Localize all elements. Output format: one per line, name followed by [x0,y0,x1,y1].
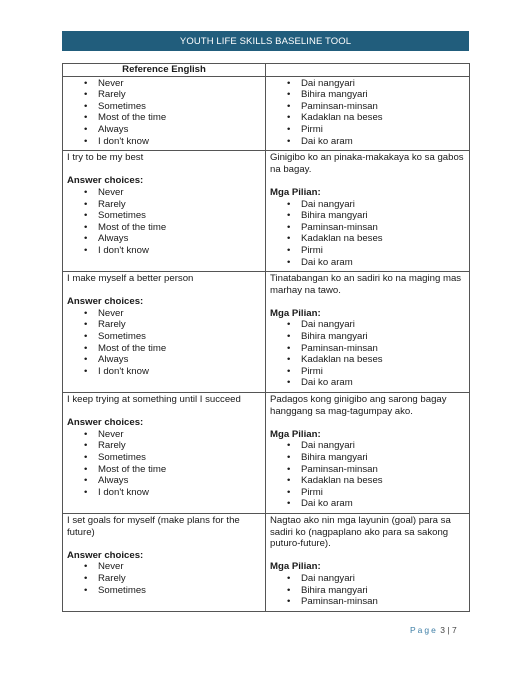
translation-question: Nagtao ako nin mga layunin (goal) para sa sadiri ko (nagpaplano ako para sa sakong puturo-future). [270,514,451,550]
choice-item: • Dai ko aram [270,136,465,148]
choice-item: • Most of the time [67,464,261,476]
choice-item: • Paminsan-minsan [270,464,465,476]
translation-question: Ginigibo ko an pinaka-makakaya ko sa gabos na bagay. [270,152,464,175]
mga-pilian-label: Mga Pilian: [270,186,321,198]
choice-item: • Kadaklan na beses [270,475,465,487]
choice-item: • Most of the time [67,343,261,355]
english-choices-list [67,187,261,257]
choice-item: • Always [67,475,261,487]
choice-item: • Rarely [67,199,261,211]
choice-item: • Dai nangyari [270,440,465,452]
choice-item: • Rarely [67,573,261,585]
translation-cell [266,151,470,272]
choice-item: • Rarely [67,319,261,331]
choice-item: • Never [67,78,261,90]
document-header-banner [62,31,469,51]
translation-choices-list [270,440,465,510]
choice-item: • Dai nangyari [270,78,465,90]
column-header-english: Reference English [63,64,266,77]
choice-item: • Always [67,124,261,136]
choice-item: • Bihira mangyari [270,210,465,222]
choice-item: • Dai ko aram [270,257,465,269]
choice-item: • Dai ko aram [270,498,465,510]
choice-item: • Bihira mangyari [270,585,465,597]
page-word: Page [410,625,438,635]
choice-item: • Paminsan-minsan [270,343,465,355]
choice-item: • Pirmi [270,124,465,136]
english-question: I keep trying at something until I succeed [67,394,241,406]
choice-item: • Never [67,187,261,199]
choice-item: • Always [67,354,261,366]
choice-item: • Sometimes [67,210,261,222]
choice-item: • Never [67,308,261,320]
choice-item: • Dai ko aram [270,377,465,389]
choice-item: • Dai nangyari [270,319,465,331]
english-question: I make myself a better person [67,273,194,285]
english-question: I try to be my best [67,152,144,164]
choice-item: • Pirmi [270,245,465,257]
table-row [63,151,470,272]
table-row [63,393,470,514]
choice-item: • Kadaklan na beses [270,112,465,124]
translation-choices-list [270,78,465,148]
choice-item: • Sometimes [67,452,261,464]
choice-item: • Never [67,429,261,441]
translation-question: Padagos kong ginigibo ang sarong bagay hanggang sa mag-tagumpay ako. [270,394,447,417]
choice-item: • Paminsan-minsan [270,596,465,608]
english-choices-list [67,429,261,499]
choice-item: • Paminsan-minsan [270,101,465,113]
choice-item: • Most of the time [67,112,261,124]
english-choices-list [67,78,261,148]
choice-item: • Most of the time [67,222,261,234]
table-row [63,272,470,393]
choice-item: • Rarely [67,89,261,101]
english-cell [63,513,266,611]
choice-item: • Bihira mangyari [270,452,465,464]
document-title: YOUTH LIFE SKILLS BASELINE TOOL [179,35,352,47]
translation-cell [266,76,470,151]
translation-choices-list [270,319,465,389]
answer-choices-label: Answer choices: [67,417,144,429]
total-pages: 7 [451,625,457,635]
choice-item: • I don't know [67,245,261,257]
survey-table [62,63,470,612]
translation-choices-list [270,573,465,608]
choice-item: • Rarely [67,440,261,452]
choice-item: • Bihira mangyari [270,89,465,101]
answer-choices-label: Answer choices: [67,175,144,187]
answer-choices-label: Answer choices: [67,549,144,561]
choice-item: • Dai nangyari [270,573,465,585]
english-question: I set goals for myself (make plans for the future) [67,514,240,538]
page-footer [410,625,457,635]
translation-cell [266,393,470,514]
answer-choices-label: Answer choices: [67,296,144,308]
english-cell [63,393,266,514]
choice-item: • Always [67,233,261,245]
english-cell [63,76,266,151]
choice-item: • Kadaklan na beses [270,354,465,366]
english-cell [63,151,266,272]
translation-cell [266,513,470,611]
translation-choices-list [270,199,465,269]
table-header-row [63,64,470,77]
mga-pilian-label: Mga Pilian: [270,307,321,319]
english-cell [63,272,266,393]
choice-item: • Kadaklan na beses [270,233,465,245]
choice-item: • Bihira mangyari [270,331,465,343]
page-separator: | [447,625,450,635]
choice-item: • Sometimes [67,585,261,597]
choice-item: • I don't know [67,136,261,148]
choice-item: • I don't know [67,487,261,499]
translation-question: Tinatabangan ko an sadiri ko na maging mas marhay na tawo. [270,273,462,296]
choice-item: • Sometimes [67,331,261,343]
page-number: 3 [440,625,445,635]
mga-pilian-label: Mga Pilian: [270,561,321,573]
choice-item: • Dai nangyari [270,199,465,211]
choice-item: • Paminsan-minsan [270,222,465,234]
choice-item: • Never [67,561,261,573]
mga-pilian-label: Mga Pilian: [270,428,321,440]
translation-cell [266,272,470,393]
choice-item: • Sometimes [67,101,261,113]
choice-item: • Pirmi [270,487,465,499]
choice-item: • I don't know [67,366,261,378]
english-choices-list [67,561,261,596]
table-row [63,513,470,611]
column-header-translation [266,64,470,77]
table-row-continued [63,76,470,151]
english-choices-list [67,308,261,378]
choice-item: • Pirmi [270,366,465,378]
